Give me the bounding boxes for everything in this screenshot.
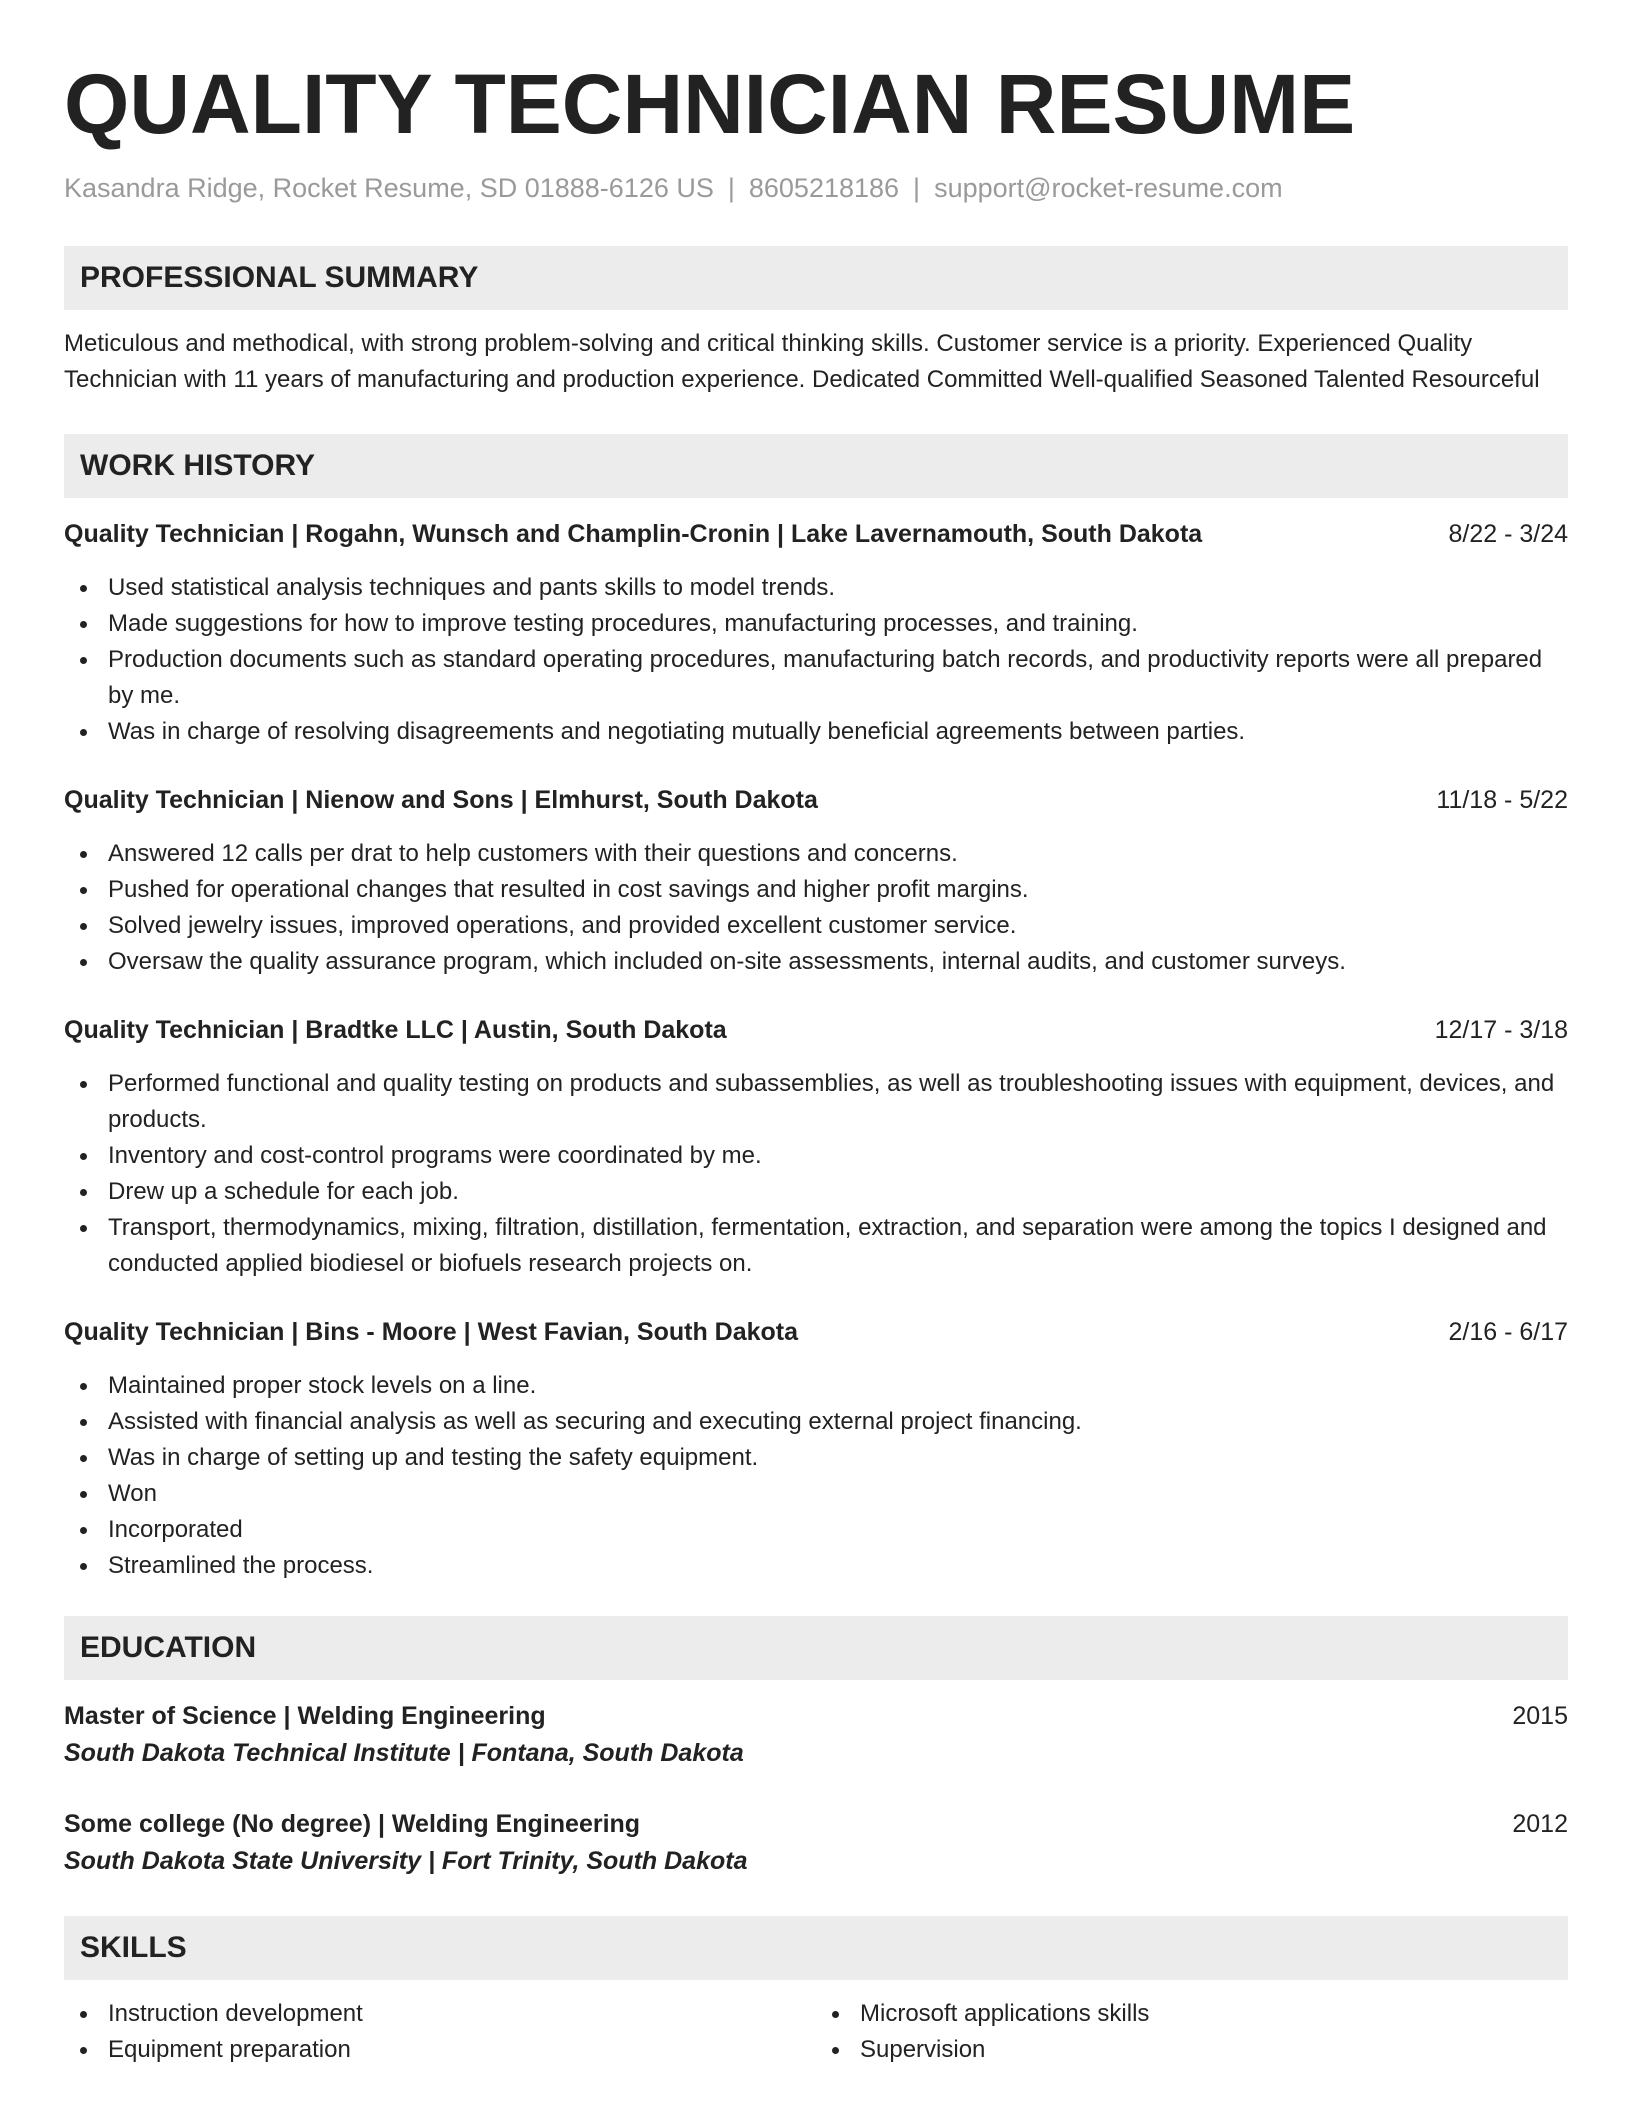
job-bullets — [64, 1066, 1568, 1282]
job-dates: 2/16 - 6/17 — [1448, 1318, 1568, 1346]
skills-column-right — [816, 1996, 1568, 2068]
job-bullet: Performed functional and quality testing on products and subassemblies, as well as troubleshooting issues with equipment, devices, and products. — [64, 1066, 1568, 1138]
job-bullet: Pushed for operational changes that resulted in cost savings and higher profit margins. — [64, 872, 1568, 908]
education-degree: Master of Science | Welding Engineering — [64, 1702, 546, 1730]
job-entry — [64, 1012, 1568, 1282]
education-school: South Dakota State University | Fort Trinity, South Dakota — [64, 1847, 748, 1875]
job-bullet: Answered 12 calls per drat to help customers with their questions and concerns. — [64, 836, 1568, 872]
job-entry — [64, 1314, 1568, 1584]
job-dates: 11/18 - 5/22 — [1436, 786, 1568, 814]
job-header — [64, 1012, 1568, 1048]
job-bullet: Streamlined the process. — [64, 1548, 1568, 1584]
job-entry — [64, 516, 1568, 750]
contact-email: support@rocket-resume.com — [934, 173, 1283, 203]
job-bullet: Transport, thermodynamics, mixing, filtration, distillation, fermentation, extraction, and separation were among the topics I designed and conducted applied biodiesel or biofuels research projects on. — [64, 1210, 1568, 1282]
education-entry — [64, 1698, 1568, 1772]
education-degree: Some college (No degree) | Welding Engineering — [64, 1810, 641, 1838]
job-bullets — [64, 836, 1568, 980]
job-bullet: Used statistical analysis techniques and pants skills to model trends. — [64, 570, 1568, 606]
contact-separator: | — [913, 173, 921, 203]
education-school: South Dakota Technical Institute | Fontana, South Dakota — [64, 1739, 744, 1767]
education-section — [64, 1616, 1568, 1880]
section-heading-education: EDUCATION — [64, 1616, 1568, 1680]
job-header — [64, 516, 1568, 552]
work-history-section — [64, 434, 1568, 1584]
job-bullet: Solved jewelry issues, improved operations, and provided excellent customer service. — [64, 908, 1568, 944]
education-header — [64, 1806, 1568, 1842]
professional-summary-section — [64, 246, 1568, 398]
job-bullet: Made suggestions for how to improve testing procedures, manufacturing processes, and training. — [64, 606, 1568, 642]
job-bullet: Was in charge of resolving disagreements and negotiating mutually beneficial agreements between parties. — [64, 714, 1568, 750]
skills-grid — [64, 1996, 1568, 2068]
section-heading-summary: PROFESSIONAL SUMMARY — [64, 246, 1568, 310]
skill-item: Supervision — [816, 2032, 1568, 2068]
job-bullet: Incorporated — [64, 1512, 1568, 1548]
resume-title: QUALITY TECHNICIAN RESUME — [64, 57, 1356, 151]
education-year: 2012 — [1512, 1810, 1568, 1838]
job-bullet: Drew up a schedule for each job. — [64, 1174, 1568, 1210]
job-title: Quality Technician | Bins - Moore | West Favian, South Dakota — [64, 1318, 799, 1346]
job-dates: 8/22 - 3/24 — [1448, 520, 1568, 548]
job-bullet: Was in charge of setting up and testing the safety equipment. — [64, 1440, 1568, 1476]
job-title: Quality Technician | Rogahn, Wunsch and Champlin-Cronin | Lake Lavernamouth, South Dakota — [64, 520, 1203, 548]
job-bullet: Won — [64, 1476, 1568, 1512]
contact-address: Kasandra Ridge, Rocket Resume, SD 01888-6126 US — [64, 173, 714, 203]
job-entry — [64, 782, 1568, 980]
job-title: Quality Technician | Nienow and Sons | Elmhurst, South Dakota — [64, 786, 818, 814]
job-dates: 12/17 - 3/18 — [1434, 1016, 1568, 1044]
job-bullets — [64, 1368, 1568, 1584]
skill-item: Microsoft applications skills — [816, 1996, 1568, 2032]
job-title: Quality Technician | Bradtke LLC | Austin, South Dakota — [64, 1016, 727, 1044]
job-header — [64, 782, 1568, 818]
skill-item: Equipment preparation — [64, 2032, 816, 2068]
contact-line — [64, 170, 1568, 206]
education-entry — [64, 1806, 1568, 1880]
skills-column-left — [64, 1996, 816, 2068]
job-bullets — [64, 570, 1568, 750]
skill-item: Instruction development — [64, 1996, 816, 2032]
summary-text: Meticulous and methodical, with strong problem-solving and critical thinking skills. Customer service is a priority. Experienced Quality Technician with 11 years of manufacturing and production experience. Dedicated Committed Well-qualified Seasoned Talented Resourceful — [64, 330, 1540, 393]
education-year: 2015 — [1512, 1702, 1568, 1730]
section-heading-work-history: WORK HISTORY — [64, 434, 1568, 498]
job-bullet: Maintained proper stock levels on a line. — [64, 1368, 1568, 1404]
section-heading-skills: SKILLS — [64, 1916, 1568, 1980]
contact-separator: | — [727, 173, 735, 203]
job-bullet: Oversaw the quality assurance program, which included on-site assessments, internal audits, and customer surveys. — [64, 944, 1568, 980]
skills-section — [64, 1916, 1568, 2068]
job-header — [64, 1314, 1568, 1350]
job-bullet: Assisted with financial analysis as well as securing and executing external project financing. — [64, 1404, 1568, 1440]
contact-phone: 8605218186 — [748, 173, 900, 203]
job-bullet: Production documents such as standard operating procedures, manufacturing batch records, and productivity reports were all prepared by me. — [64, 642, 1568, 714]
education-header — [64, 1698, 1568, 1734]
job-bullet: Inventory and cost-control programs were coordinated by me. — [64, 1138, 1568, 1174]
